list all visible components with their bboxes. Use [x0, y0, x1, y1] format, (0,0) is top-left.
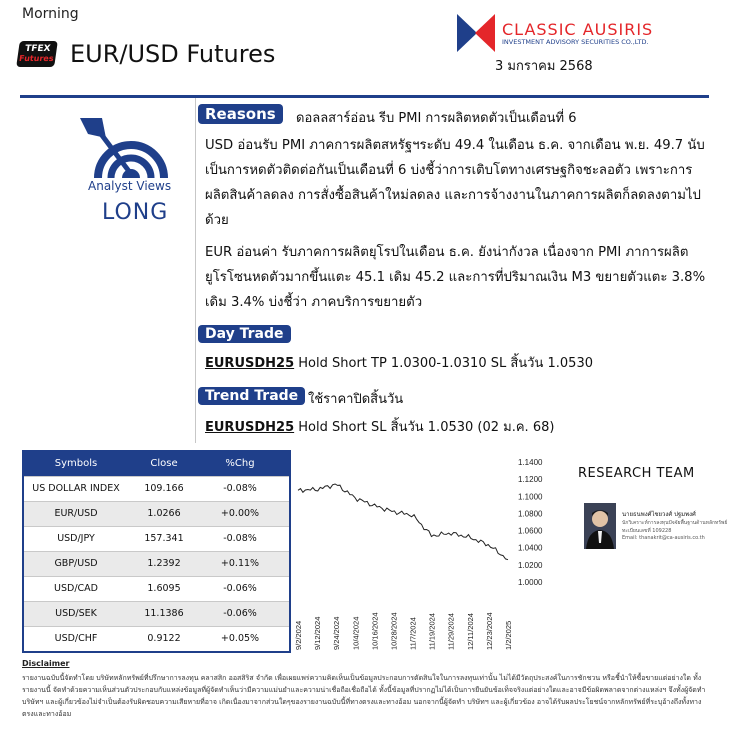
tfex-logo — [16, 41, 58, 67]
y-tick-label: 1.0000 — [518, 578, 543, 587]
day-trade-recommendation — [205, 352, 593, 373]
y-tick-label: 1.0800 — [518, 509, 543, 519]
row-symbol: USD/JPY — [57, 533, 95, 544]
row-chg: -0.06% — [223, 583, 257, 594]
table-row — [24, 626, 289, 651]
market-table — [22, 450, 291, 653]
analyst-license: ทะเบียนเลขที่ 109228 — [622, 528, 672, 534]
analyst-role: นักวิเคราะห์การลงทุนปัจจัยพื้นฐานด้านหลักทรัพย์ — [622, 520, 728, 526]
y-tick-label: 1.0600 — [518, 526, 543, 536]
analyst-avatar — [584, 503, 616, 549]
report-date: 3 มกราคม 2568 — [495, 59, 593, 74]
table-row — [24, 601, 289, 626]
x-tick-label: 12/11/2024 — [465, 613, 475, 650]
disclaimer-title: Disclaimer — [22, 659, 70, 668]
row-close: 11.1386 — [144, 608, 184, 619]
row-chg: -0.08% — [223, 533, 257, 544]
target-icon — [78, 108, 184, 178]
reasons-badge: Reasons — [198, 104, 283, 124]
column-divider — [195, 98, 196, 443]
analyst-info — [622, 509, 727, 541]
trend-trade-symbol: EURUSDH25 — [205, 420, 295, 435]
day-trade-detail: Hold Short TP 1.0300-1.0310 SL สิ้นวัน 1.0530 — [294, 356, 593, 371]
table-row — [24, 526, 289, 551]
row-close: 1.2392 — [147, 558, 181, 569]
y-tick-label: 1.1200 — [518, 475, 543, 485]
eur-paragraph: EUR อ่อนค่า รับภาคการผลิตยุโรปในเดือน ธ.ค. ยังน่ากังวล เนื่องจาก PMI ภาการผลิตยูโรโซนหดตัวมากขึ้นแตะ 45.1 เดิม 45.2 และการที่ปริมาณเงิน M3 ขยายตัวแตะ 3.8% เดิม 3.4% บ่งชี้ว่า ภาคบริการขยายตัว — [205, 245, 706, 310]
header-close: Close — [150, 458, 178, 469]
x-tick-label: 9/12/2024 — [313, 616, 323, 650]
row-symbol: USD/CHF — [54, 633, 98, 644]
row-close: 157.341 — [144, 533, 184, 544]
table-row — [24, 501, 289, 526]
row-symbol: EUR/USD — [54, 508, 98, 519]
x-tick-label: 11/19/2024 — [427, 613, 437, 650]
analyst-views-label: Analyst Views — [88, 179, 172, 193]
table-row — [24, 576, 289, 601]
x-tick-label: 9/2/2024 — [294, 620, 303, 650]
day-trade-badge: Day Trade — [198, 325, 291, 343]
header-divider — [20, 95, 709, 98]
trend-trade-detail: Hold Short SL สิ้นวัน 1.0530 (02 ม.ค. 68) — [294, 420, 555, 435]
table-row — [24, 476, 289, 501]
header-chg: %Chg — [225, 458, 255, 469]
analyst-avatar-icon — [584, 503, 616, 549]
header-symbols: Symbols — [54, 458, 98, 469]
brand-logo-icon — [457, 14, 495, 52]
reasons-headline: ดอลลสาร์อ่อน รีบ PMI การผลิตหดตัวเป็นเดือนที่ 6 — [296, 111, 577, 126]
stance-label: LONG — [102, 200, 169, 225]
y-tick-label: 1.0200 — [518, 560, 543, 570]
row-symbol: USD/CAD — [54, 583, 98, 594]
analyst-name: นายธนพงศ์ไชยวงศ์ ปฐมพงศ์ — [622, 511, 696, 518]
research-team-title: RESEARCH TEAM — [578, 466, 695, 481]
row-chg: +0.05% — [220, 633, 260, 644]
session-label: Morning — [22, 6, 79, 22]
row-close: 0.9122 — [147, 633, 181, 644]
eurusd-price-chart — [290, 455, 552, 655]
x-tick-label: 12/23/2024 — [484, 612, 494, 650]
row-close: 1.0266 — [147, 508, 181, 519]
disclaimer-text: รายงานฉบับนี้จัดทำโดย บริษัทหลักทรัพย์ที่ปรึกษาการลงทุน คลาสสิก ออสสิริส จำกัด เพื่อเผยแพร่ความคิดเห็นเป็นข้อมูลประกอบการตัดสินใจในการลงทุนเท่านั้น ไม่ได้มีวัตถุประสงค์ในการชักชวน หรือชี้นำให้ซื้อขายแต่อย่างใด ทั้งรายงานนี้ จัดทำด้วยความเห็นส่วนตัวประกอบกับแหล่งข้อมูลที่ผู้จัดทำเห็นว่ามีความแม่นยำและความน่าเชื่อถือเชื่อถือได้ ทั้งนี้ข้อมูลที่ปรากฏไม่ได้เป็นการยืนยันข้อเท็จจริงแต่อย่างใดและอาจมีข้อผิดพลาดจากต่างแหล่งฯ จึงทั้งผู้จัดทำ บริษัทฯ และผู้เกี่ยวข้องไม่จำเป็นต้องรับผิดชอบความเสียหายที่อาจ เกิดเนื่องมาจากส่วนใดๆของรายงานฉบับนี้ที่ทางตรงและทางอ้อม นอกจากนี้ผู้จัดทำ บริษัทฯ และผู้เกี่ยวข้อง อาจได้รับผลประโยชน์จากหลักทรัพย์ที่ระบุอ้างถึงทั้งทางตรงและทางอ้อม — [22, 674, 706, 718]
analyst-email: Email: thanakrit@ca-ausiris.co.th — [622, 535, 705, 541]
trend-trade-recommendation — [205, 416, 554, 437]
x-tick-label: 10/16/2024 — [370, 612, 380, 650]
table-header — [24, 452, 289, 476]
tfex-logo-text: TFEX — [24, 44, 52, 54]
brand-name: CLASSIC AUSIRIS — [502, 20, 654, 39]
x-tick-label: 11/29/2024 — [446, 613, 456, 650]
x-tick-label: 9/24/2024 — [332, 616, 342, 650]
trend-trade-note: ใช้ราคาปิดสิ้นวัน — [308, 392, 404, 407]
row-chg: -0.08% — [223, 483, 257, 494]
tfex-logo-sub: Futures — [18, 54, 55, 63]
y-tick-label: 1.1400 — [518, 458, 543, 467]
row-chg: -0.06% — [223, 608, 257, 619]
row-symbol: USD/SEK — [55, 608, 97, 619]
y-tick-label: 1.0400 — [518, 543, 543, 553]
table-row — [24, 551, 289, 576]
x-tick-label: 10/28/2024 — [389, 612, 399, 650]
row-chg: +0.11% — [220, 558, 260, 569]
y-tick-label: 1.1000 — [518, 492, 543, 502]
day-trade-symbol: EURUSDH25 — [205, 356, 295, 371]
row-symbol: GBP/USD — [54, 558, 98, 569]
brand-subtitle: INVESTMENT ADVISORY SECURITIES CO.,LTD. — [502, 38, 649, 46]
trend-trade-badge: Trend Trade — [198, 387, 305, 405]
row-close: 1.6095 — [147, 583, 181, 594]
page-title: EUR/USD Futures — [70, 40, 276, 68]
row-symbol: US DOLLAR INDEX — [32, 483, 120, 494]
x-tick-label: 10/4/2024 — [351, 616, 361, 650]
x-tick-label: 1/2/2025 — [504, 620, 513, 650]
x-tick-label: 11/7/2024 — [408, 617, 418, 650]
row-close: 109.166 — [144, 483, 184, 494]
usd-paragraph: USD อ่อนรับ PMI ภาคการผลิตสหรัฐฯระดับ 49.4 ในเดือน ธ.ค. จากเดือน พ.ย. 49.7 นับเป็นการหดตัวติดต่อกันเป็นเดือนที่ 6 บ่งชี้ว่าการเติบโตทางเศรษฐกิจชะลอตัว เพราะการผลิตสินค้าลดลง การสั่งซื้อสินค้าใหม่ลดลง และการจ้างงานในภาคการผลิตก็ลดลงตามไปด้วย — [205, 138, 705, 228]
series-line — [298, 484, 508, 560]
row-chg: +0.00% — [220, 508, 260, 519]
